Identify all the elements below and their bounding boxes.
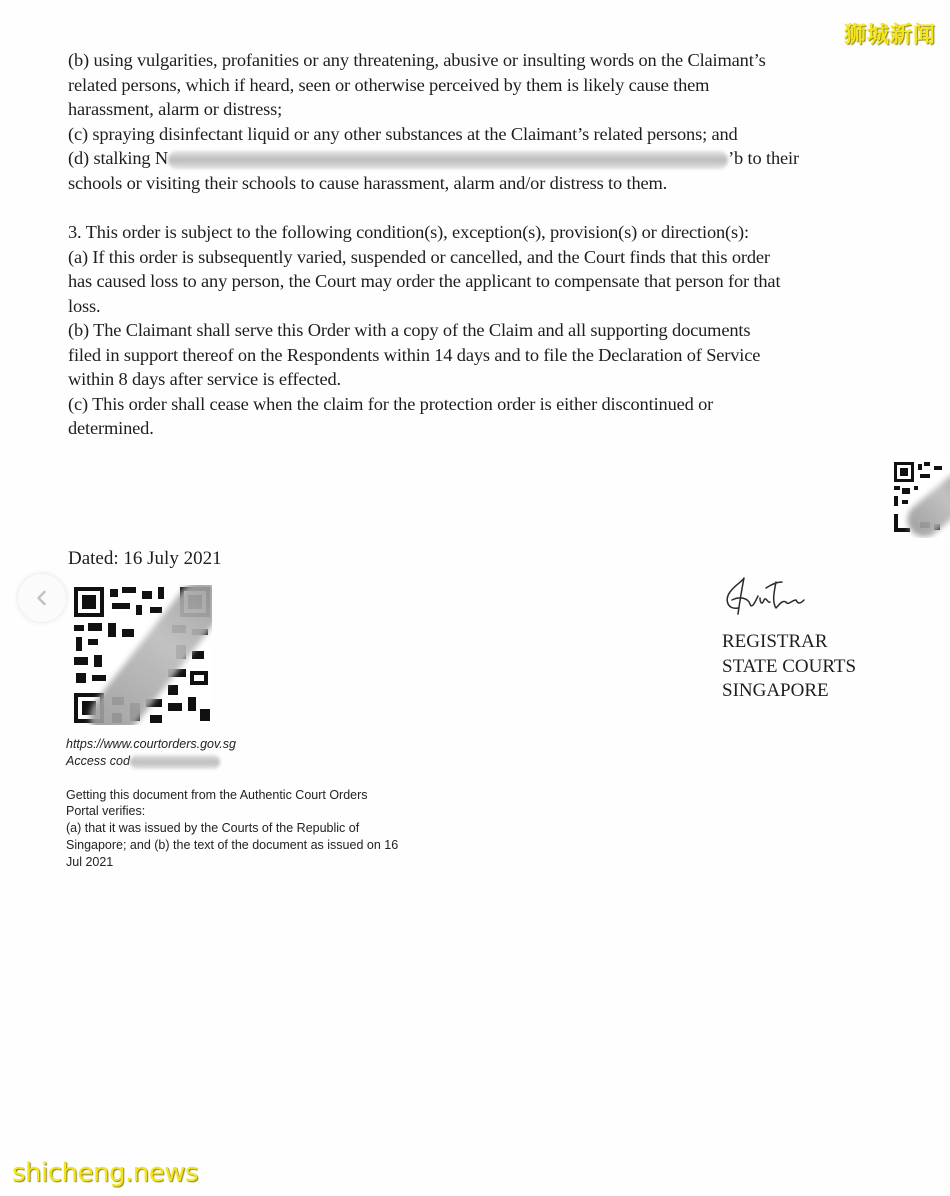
section-2-continued: [68, 48, 888, 195]
text-line: within 8 days after service is effected.: [68, 369, 341, 389]
registrar-block: [722, 630, 856, 704]
text-line: related persons, which if heard, seen or otherwise perceived by them is likely cause them: [68, 74, 710, 95]
verify-line: (a) that it was issued by the Courts of the Republic of: [66, 821, 360, 836]
verify-line: Getting this document from the Authentic Court Orders: [66, 787, 368, 802]
registrar-country: SINGAPORE: [722, 680, 829, 701]
dated-line: Dated: 16 July 2021: [68, 548, 222, 569]
access-code-line: [66, 753, 398, 770]
watermark-english: shicheng.news: [12, 1158, 199, 1188]
text-line: (c) spraying disinfectant liquid or any other substances at the Claimant’s related persons; and: [68, 123, 738, 144]
registrar-title: REGISTRAR: [722, 631, 828, 652]
item-d-suffix: ’b to their: [728, 148, 799, 168]
text-line: has caused loss to any person, the Court may order the applicant to compensate that person for that: [68, 271, 781, 291]
text-line: harassment, alarm or distress;: [68, 99, 283, 119]
chevron-left-icon: [33, 589, 51, 607]
qr-code-main: [72, 585, 212, 725]
signature-icon: [720, 570, 810, 625]
section-3: [68, 220, 888, 441]
item-d-prefix: (d) stalking N: [68, 148, 169, 168]
text-line: (b) The Claimant shall serve this Order with a copy of the Claim and all supporting documents: [68, 320, 751, 340]
text-line: (a) If this order is subsequently varied, suspended or cancelled, and the Court finds that this order: [68, 246, 770, 267]
section-3-heading: 3. This order is subject to the following condition(s), exception(s), provision(s) or direction(s):: [68, 222, 749, 242]
verify-line: Portal verifies:: [66, 804, 146, 819]
watermark-chinese: 狮城新闻: [843, 23, 936, 48]
qr-code-side: [890, 458, 950, 538]
verify-line: Singapore; and (b) the text of the document as issued on 16: [66, 837, 399, 852]
text-line: filed in support thereof on the Respondents within 14 days and to file the Declaration of Service: [68, 344, 761, 365]
text-line: (b) using vulgarities, profanities or any threatening, abusive or insulting words on the Claimant’s: [68, 50, 766, 70]
text-line: (c) This order shall cease when the claim for the protection order is either discontinued or: [68, 393, 714, 414]
item-d-line: [68, 146, 888, 171]
text-line: schools or visiting their schools to cause harassment, alarm and/or distress to them.: [68, 172, 668, 193]
redaction-mark: [168, 151, 728, 169]
text-line: loss.: [68, 295, 101, 316]
redaction-mark: [130, 755, 220, 769]
verify-line: Jul 2021: [66, 854, 114, 869]
portal-url: https://www.courtorders.gov.sg: [66, 737, 236, 751]
portal-verification-block: [66, 736, 398, 871]
registrar-court: STATE COURTS: [722, 655, 857, 677]
text-line: determined.: [68, 418, 154, 438]
previous-image-button[interactable]: [18, 574, 66, 622]
access-code-label: Access cod: [66, 753, 130, 768]
